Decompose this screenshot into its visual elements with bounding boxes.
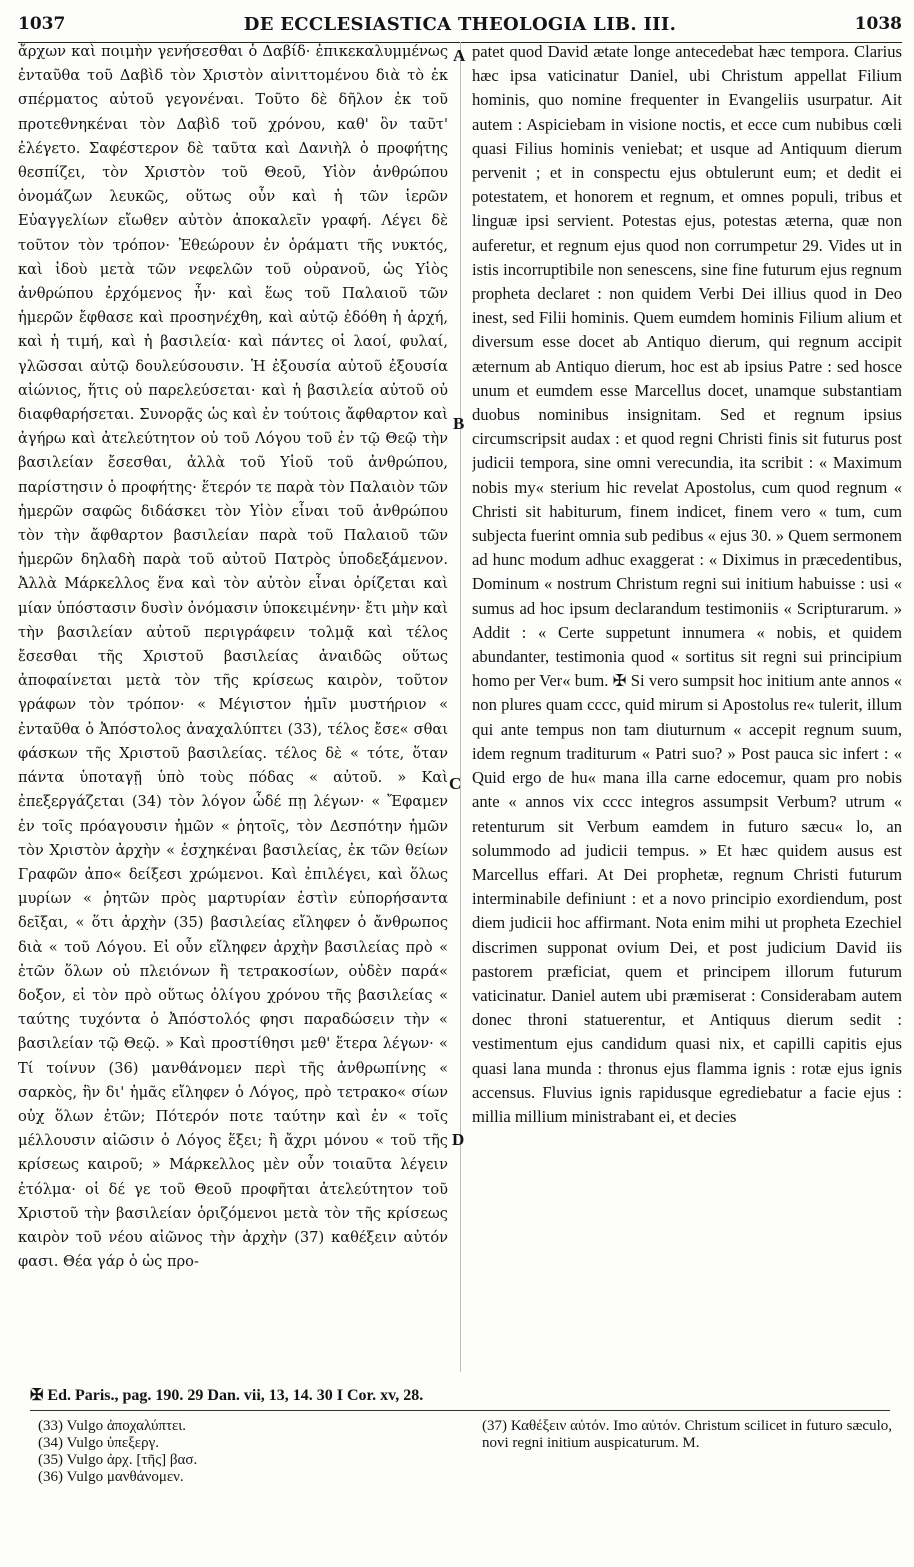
column-divider <box>460 42 461 1372</box>
footnote-35: (35) Vulgo ἀρχ. [τῆς] βασ. <box>38 1452 198 1468</box>
footnote-34: (34) Vulgo ὑπεξεργ. <box>38 1435 159 1451</box>
footnotes-left <box>38 1418 438 1486</box>
latin-column <box>472 40 902 1375</box>
margin-letter-d: D <box>452 1130 465 1149</box>
page-number-right: 1038 <box>854 14 902 34</box>
margin-letter-b: B <box>453 414 465 433</box>
running-title: DE ECCLESIASTICA THEOLOGIA LIB. III. <box>243 14 677 35</box>
margin-letter-c: C <box>449 774 462 793</box>
margin-letter-a: A <box>453 46 466 65</box>
source-references: ✠ Ed. Paris., pag. 190. 29 Dan. vii, 13, 14. 30 I Cor. xv, 28. <box>30 1387 424 1404</box>
footnote-rule <box>30 1410 890 1411</box>
greek-column <box>18 40 448 1375</box>
page-header <box>18 8 902 43</box>
footnote-36: (36) Vulgo μανθάνομεν. <box>38 1469 184 1485</box>
latin-text: patet quod David ætate longe antecedebat hæc tempora. Clarius hæc ipsa vaticinatur Daniel, ubi Christum appellat Filium hominis, quo nomine frequenter in Evangeliis usurpatur. Ait autem : Aspiciebam in visione noctis, et ecce cum nubibus cœli quasi Filius hominis veniebat; et usque ad Antiquum dierum pervenit ; et in conspectu ejus obtulerunt eum; et dedit ei potestatem, et honorem et regnum, et omnes populi, tribus et linguæ ipsi servient. Potestas ejus, potestas æterna, quæ non auferetur, et regnum ejus quod non corrumpetur 29. Vides ut in istis incorruptibile non senescens, sine fine futurum ejus regnum propheta declaret : non quidem Verbi Dei illius quod in Deo inest, sed Filii hominis. Quem eumdem hominis Filium alium et diversum esse docet ab Antiquo dierum, qui regnum accipit æternum ab Antiquo dierum, hoc est ab ipsius Patre : sed hosce unum et eumdem esse Marcellus docet, unamque substantiam duobus nominibus insignitam. Sed et regnum ipsius circumscripsit audax : et quod regni Christi finis sit futurus post judicii tempora, sine omni verecundia, ita scribit : « Maximum nobis my« sterium hic revelat Apostolus, cum quod regnum « Christi sit habiturum, finem indicet, finem vero « tum, cum subjecta fuerint omnia sub pedibus « ejus 30. » Quem sermonem ad hunc modum adhuc exaggerat : « Diximus in præcedentibus, Dominum « nostrum Christum regni sui initium habuisse : usi « sumus ad hoc ipsum declarandum testimoniis « Scripturarum. » Addit : « Certe suppetunt innumera « nobis, et quidem abundanter, testimonia quod « sortitus sit regni sui principium homo per Ver« bum. ✠ Si vero sumpsit hoc initium ante annos « non plures quam cccc, quid mirum si Apostolus re« tulerit, illum qui ante tempus non tam diuturnum « accepit regnum suum, idem regnum traditurum « Patri suo? » Post pauca sic infert : « Quid ergo de hu« mana illa carne edocemur, quam pro nobis ante « annos vix cccc integros assumpsit Verbum? utrum « retenturum sit Verbum eamdem in futuro sæcu« lo, an solummodo ad judicii tempus. » Et hæc quidem ausus est Marcellus effari. At Dei prophetæ, regnum Christi futurum interminabile definiunt : et a novo principio exordiendum, post diem judicii hoc affirmant. Nota enim mihi ut propheta Ezechiel discrimen supponat ovium Dei, et post judicium David iis pastorem præficiat, quem et principem illorum futurum vaticinatur. Daniel autem ubi præmiserat : Considerabam autem donec throni statuerentur, et Antiquus dierum sedit : vestimentum ejus candidum quasi nix, et capilli capitis ejus quasi lana munda : thronus ejus flamma ignis : rotæ ejus ignis accensus. Fluvius ignis rapidusque egrediebatur a facie ejus : millia millium ministrabant ei, et decies <box>472 42 902 1126</box>
page-number-left: 1037 <box>18 14 66 34</box>
footnote-37: (37) Καθέξειν αὐτόν. Imo αὐτόν. Christum scilicet in futuro sæculo, novi regni initium auspicaturum. M. <box>482 1418 892 1451</box>
footnote-33: (33) Vulgo ἀποχαλύπτει. <box>38 1418 187 1434</box>
greek-text: ἄρχων καὶ ποιμὴν γενήσεσθαι ὁ Δαβίδ· ἐπικεκαλυμμένως ἐνταῦθα τοῦ Δαβὶδ τὸν Χριστὸν αἰνιττομένου διὰ τὸ ἐκ σπέρματος αὐτοῦ γεγονέναι. Τοῦτο δὲ δῆλον ἐκ τοῦ προτεθνηκέναι τὸν Δαβὶδ τοῦ χρόνου, καθ' ὃν ταῦτ' ἐλέγετο. Σαφέστερον δὲ ταῦτα καὶ Δανιὴλ ὁ προφήτης θεσπίζει, τὸν Χριστὸν τοῦ Θεοῦ, Υἱὸν ἀνθρώπου ὀνομάζων λευκῶς, οὕτως οὖν καὶ ἡ τῶν ἱερῶν Εὐαγγελίων εἴωθεν αὐτὸν ἀποκαλεῖν γραφή. Λέγει δὲ τοῦτον τὸν τρόπον· Ἐθεώρουν ἐν ὁράματι τῆς νυκτός, καὶ ἰδοὺ μετὰ τῶν νεφελῶν τοῦ οὐρανοῦ, ὡς Υἱὸς ἀνθρώπου ἐρχόμενος ἦν· καὶ ἕως τοῦ Παλαιοῦ τῶν ἡμερῶν ἔφθασε καὶ προσηνέχθη, καὶ αὐτῷ ἐδόθη ἡ ἀρχή, καὶ ἡ τιμή, καὶ ἡ βασιλεία· καὶ πάντες οἱ λαοί, φυλαί, γλῶσσαι αὐτῷ δουλεύσουσιν. Ἡ ἐξουσία αὐτοῦ ἐξουσία αἰώνιος, ἥτις οὐ παρελεύσεται· καὶ ἡ βασιλεία αὐτοῦ οὐ διαφθαρήσεται. Συνορᾷς ὡς καὶ ἐν τούτοις ἄφθαρτον καὶ ἀγήρω καὶ ἀτελεύτητον οὐ τοῦ Λόγου τοῦ ἐν τῷ Θεῷ τὴν βασιλείαν ἔσεσθαι, ἀλλὰ τοῦ Υἱοῦ τοῦ ἀνθρώπου, παρίστησιν ὁ προφήτης· ἕτερόν τε παρὰ τὸν Παλαιὸν τῶν ἡμερῶν σαφῶς διδάσκει τὸν Υἱὸν εἶναι τοῦ ἀνθρώπου τὸν τὴν ἄφθαρτον βασιλείαν παρὰ τοῦ Παλαιοῦ τῶν ἡμερῶν δηλαδὴ παρὰ τοῦ αὐτοῦ Πατρὸς ὑποδεξάμενον. Ἀλλὰ Μάρκελλος ἕνα καὶ τὸν αὐτὸν εἶναι ὁρίζεται καὶ μίαν ὑπόστασιν δυσὶν ὀνόμασιν ὑποκειμένην· ἔτι μὴν καὶ τὴν βασιλείαν αὐτοῦ περιγράφειν τολμᾷ καὶ τέλος ἔσεσθαι τῆς Χριστοῦ βασιλείας ἀναιδῶς οὕτως ἀποφαίνεται μετὰ τὸν τῆς κρίσεως καιρὸν, τοῦτον γράφων τὸν τρόπον· « Μέγιστον ἡμῖν μυστήριον « ἐνταῦθα ὁ Ἀπόστολος ἀναχαλύπτει (33), τέλος ἔσε« σθαι φάσκων τῆς Χριστοῦ βασιλείας. τέλος δὲ « τότε, ὅταν πάντα ὑποταγῇ ὑπὸ τοὺς πόδας « αὐτοῦ. » Καὶ ἐπεξεργάζεται (34) τὸν λόγον ὧδέ πῃ λέγων· « Ἔφαμεν ἐν τοῖς πρόαγουσιν ἡμῶν « ῥητοῖς, τὸν Δεσπότην ἡμῶν τὸν Χριστὸν ἀρχὴν « ἐσχηκέναι βασιλείας, ἐκ τῶν θείων Γραφῶν ἀπο« δείξεσι χρώμενοι. Καὶ ἐπιλέγει, καὶ ὅλως μυρίων « ῥητῶν πρὸς μαρτυρίαν ἐστὶν εὐπορήσαντα δεῖξαι, « ὅτι ἀρχὴν (35) βασιλείας εἴληφεν ὁ ἄνθρωπος διὰ « τοῦ Λόγου. Εἰ οὖν εἴληφεν ἀρχὴν βασιλείας πρὸ « ἐτῶν ὅλων οὐ πλειόνων ἢ τετρακοσίων, οὐδὲν παρά« δοξον, εἰ τὸν πρὸ οὕτως ὀλίγου χρόνου τῆς βασιλείας « ταύτης τυχόντα ὁ Ἀπόστολός φησι παραδώσειν τὴν « βασιλείαν τῷ Θεῷ. » Καὶ προστίθησι μεθ' ἕτερα λέγων· « Τί τοίνυν (36) μανθάνομεν περὶ τῆς ἀνθρωπίνης « σαρκὸς, ἣν δι' ἡμᾶς εἴληφεν ὁ Λόγος, πρὸ τετρακο« σίων οὐχ ὅλων ἐτῶν; Πότερόν ποτε ταύτην καὶ ἐν « τοῖς μέλλουσιν αἰῶσιν ὁ Λόγος ἕξει; ἢ ἄχρι μόνου « τοῦ τῆς κρίσεως καιροῦ; » Μάρκελλος μὲν οὖν τοιαῦτα λέγειν ἐτόλμα· οἱ δέ γε τοῦ Θεοῦ προφῆται ἀτελεύτητον τοῦ Χριστοῦ τὴν βασιλείαν ὁριζόμενοι μετὰ τὸν τῆς κρίσεως καιρὸν τοῦ νέου αἰῶνος τὴν ἀρχὴν (37) καθέξειν αὐτόν φασι. Θέα γάρ ὁ ὡς προ- <box>18 43 448 1271</box>
